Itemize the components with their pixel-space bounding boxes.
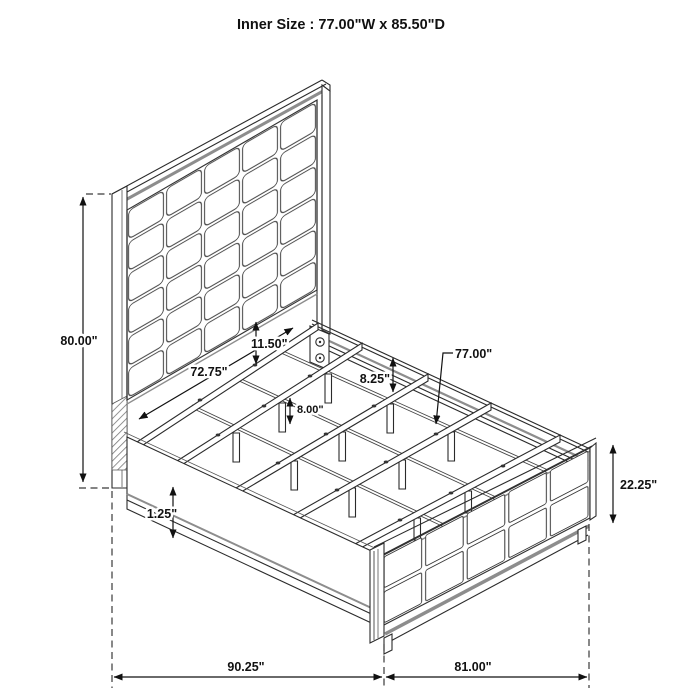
dim-overall-width-label: 81.00" <box>454 660 492 674</box>
dim-overall-depth-label: 90.25" <box>227 660 265 674</box>
dim-rail-trim-label: 1.25" <box>146 507 178 521</box>
footboard-foot <box>384 634 392 654</box>
dim-leg-height-label: 8.00" <box>297 404 324 416</box>
post-hatch-shading <box>112 396 127 470</box>
footboard-left-post <box>370 543 384 643</box>
dim-panel-gap-label: 11.50" <box>251 337 288 351</box>
dim-rail-drop-label: 8.25" <box>359 372 390 386</box>
dim-slat-length-label: 77.00" <box>455 347 493 361</box>
headboard-right-post <box>322 85 330 334</box>
footboard-right-post <box>590 443 596 520</box>
diagram-title: Inner Size : 77.00"W x 85.50"D <box>237 17 445 33</box>
headboard <box>112 80 330 488</box>
footboard-foot <box>578 526 586 544</box>
dim-inner-width-label: 72.75" <box>190 365 228 379</box>
tufted-panel <box>127 100 317 400</box>
dim-headboard-height-label: 80.00" <box>60 334 98 348</box>
dim-footboard-height-label: 22.25" <box>620 478 658 492</box>
